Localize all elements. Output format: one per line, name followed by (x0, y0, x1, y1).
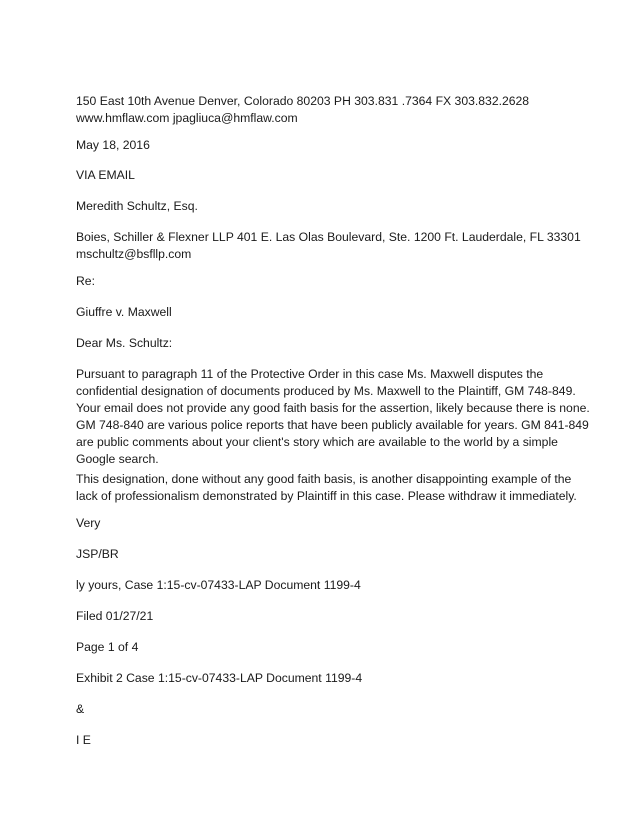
body-line: This designation, done without any good faith basis, is another disappointing example of the (76, 472, 572, 486)
filed-stamp: Filed 01/27/21 (76, 609, 154, 623)
body-line: GM 748-840 are various police reports that have been publicly available for years. GM 841-849 (76, 418, 589, 432)
letterhead-address: 150 East 10th Avenue Denver, Colorado 80203 PH 303.831 .7364 FX 303.832.2628 (76, 94, 530, 108)
body-line: are public comments about your client's story which are available to the world by a simple (76, 435, 558, 449)
re-label: Re: (76, 274, 95, 288)
salutation: Dear Ms. Schultz: (76, 336, 173, 350)
body-line: confidential designation of documents produced by Ms. Maxwell to the Plaintiff, GM 748-849. (76, 384, 576, 398)
delivery-method: VIA EMAIL (76, 168, 135, 182)
recipient-firm-address: Boies, Schiller & Flexner LLP 401 E. Las Olas Boulevard, Ste. 1200 Ft. Lauderdale, FL 33301 (76, 230, 581, 244)
closing-continuation: ly yours, Case 1:15-cv-07433-LAP Document 1199-4 (76, 578, 361, 592)
ampersand-fragment: & (76, 702, 85, 716)
text-fragment: I E (76, 733, 91, 747)
body-line: Your email does not provide any good faith basis for the assertion, likely because there is none. (76, 401, 590, 415)
body-paragraph-1 (76, 366, 590, 468)
body-line: Pursuant to paragraph 11 of the Protective Order in this case Ms. Maxwell disputes the (76, 367, 544, 381)
exhibit-header: Exhibit 2 Case 1:15-cv-07433-LAP Document 1199-4 (76, 671, 363, 685)
letterhead (76, 93, 576, 127)
recipient-address-block (76, 229, 581, 263)
letterhead-web-email: www.hmflaw.com jpagliuca@hmflaw.com (76, 111, 298, 125)
recipient-name: Meredith Schultz, Esq. (76, 199, 198, 213)
page-number: Page 1 of 4 (76, 640, 139, 654)
letter-date: May 18, 2016 (76, 138, 150, 152)
body-line: lack of professionalism demonstrated by Plaintiff in this case. Please withdraw it immediately. (76, 489, 577, 503)
initials: JSP/BR (76, 547, 119, 561)
closing-fragment: Very (76, 516, 101, 530)
body-paragraph-2 (76, 471, 576, 505)
body-line: Google search. (76, 452, 159, 466)
case-name: Giuffre v. Maxwell (76, 305, 172, 319)
recipient-email: mschultz@bsfllp.com (76, 247, 192, 261)
